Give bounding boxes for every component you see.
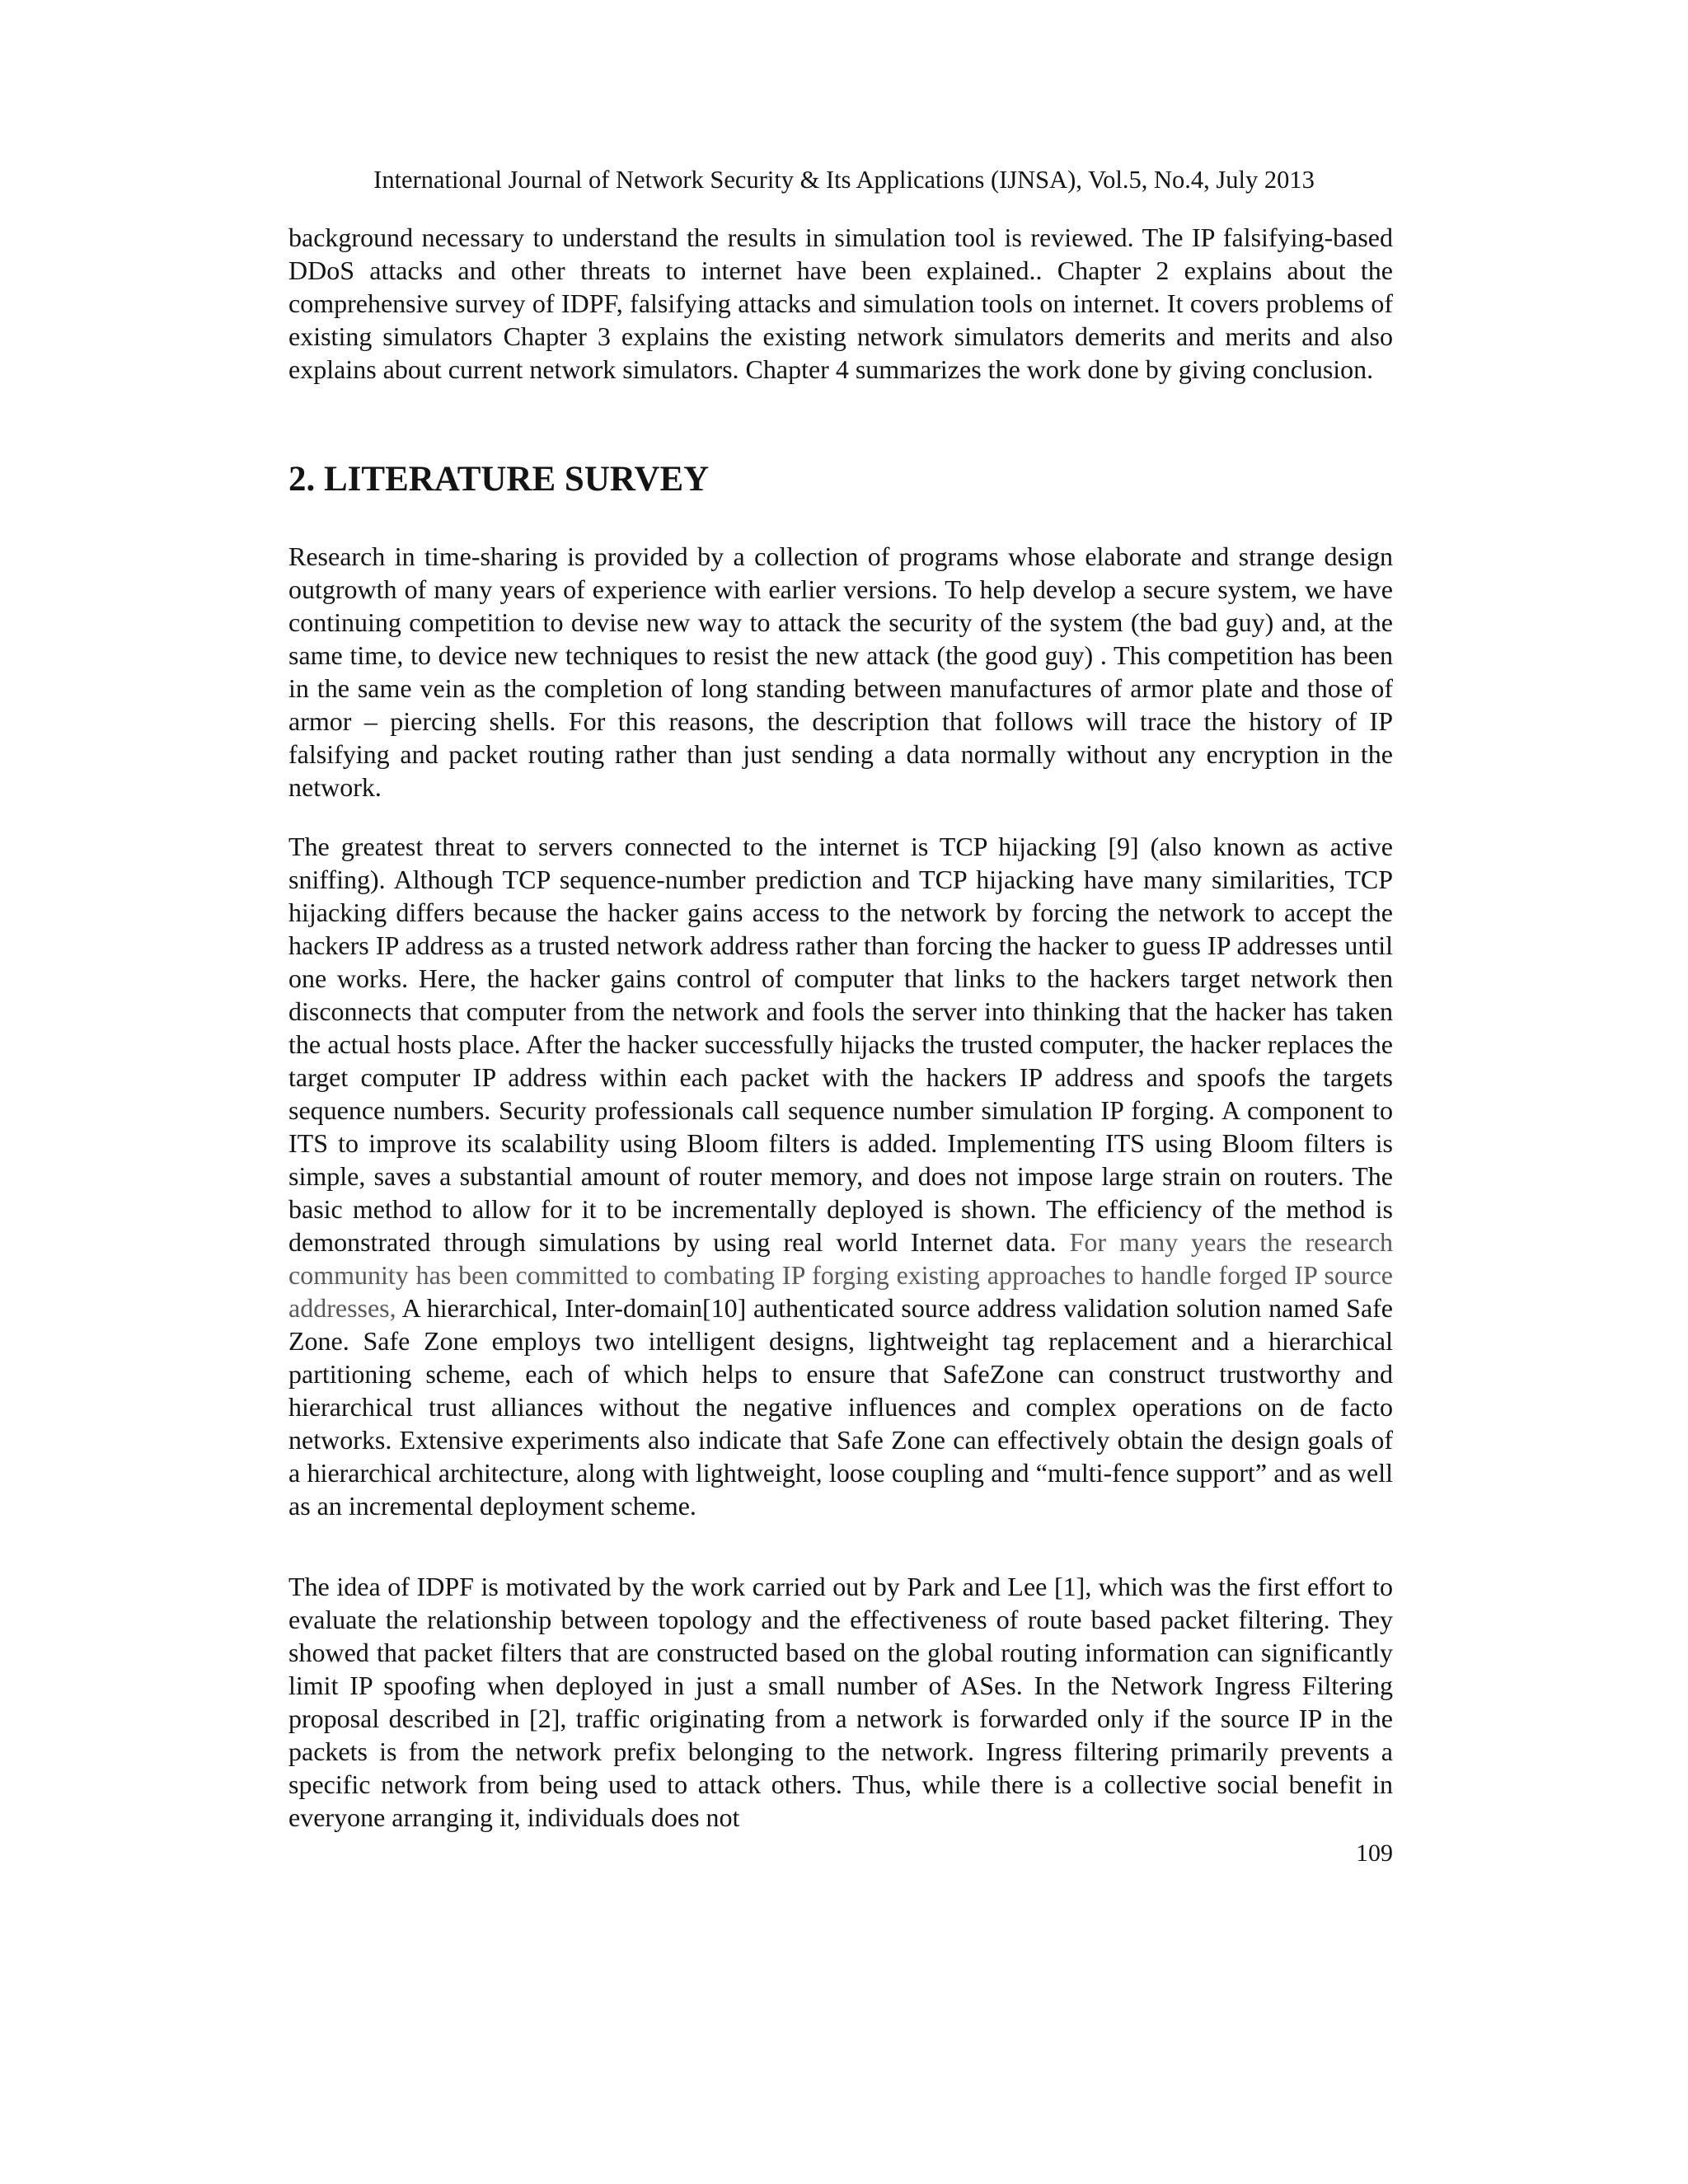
page-number: 109 (1356, 1840, 1393, 1867)
paragraph-2-gray-text: For many years the research community has been committed to combating IP forging existing approaches to handle forged IP source addresses, (288, 1227, 1394, 1323)
literature-paragraph-3: The idea of IDPF is motivated by the work carried out by Park and Lee [1], which was the first effort to evaluate the relationship between topology and the effectiveness of route based packet filtering. They showed that packet filters that are constructed based on the global routing information can significantly limit IP spoofing when deployed in just a small number of ASes. In the Network Ingress Filtering proposal described in [2], traffic originating from a network is forwarded only if the source IP in the packets is from the network prefix belonging to the network. Ingress filtering primarily prevents a specific network from being used to attack others. Thus, while there is a collective social benefit in everyone arranging it, individuals does not (288, 1572, 1393, 1832)
journal-header: International Journal of Network Security & Its Applications (IJNSA), Vol.5, No.4, July 2013 (373, 166, 1315, 194)
paragraph-2-text-part-1: The greatest threat to servers connected to the internet is TCP hijacking [9] (also known as active sniffing). Although TCP sequence-number prediction and TCP hijacking have many similarities, TCP hijacking differs because the hacker gains access to the network by forcing the network to accept the hackers IP address as a trusted network address rather than forcing the hacker to guess IP addresses until one works. Here, the hacker gains control of computer that links to the hackers target network then disconnects that computer from the network and fools the server into thinking that the hacker has taken the actual hosts place. After the hacker successfully hijacks the trusted computer, the hacker replaces the target computer IP address within each packet with the hackers IP address and spoofs the targets sequence numbers. Security professionals call sequence number simulation IP forging. A component to ITS to improve its scalability using Bloom filters is added. Implementing ITS using Bloom filters is simple, saves a substantial amount of router memory, and does not impose large strain on routers. The basic method to allow for it to be incrementally deployed is shown. The efficiency of the method is demonstrated through simulations by using real world Internet data. (288, 832, 1393, 1257)
intro-paragraph: background necessary to understand the results in simulation tool is reviewed. The IP falsifying-based DDoS attacks and other threats to internet have been explained.. Chapter 2 explains about the comprehensive survey of IDPF, falsifying attacks and simulation tools on internet. It covers problems of existing simulators Chapter 3 explains the existing network simulators demerits and merits and also explains about current network simulators. Chapter 4 summarizes the work done by giving conclusion. (288, 223, 1393, 384)
literature-paragraph-2 (288, 830, 1393, 1522)
section-heading: 2. LITERATURE SURVEY (288, 460, 710, 499)
paragraph-2-text-part-3: A hierarchical, Inter-domain[10] authenticated source address validation solution named Safe Zone. Safe Zone employs two intelligent designs, lightweight tag replacement and a hierarchical partitioning scheme, each of which helps to ensure that SafeZone can construct trustworthy and hierarchical trust alliances without the negative influences and complex operations on de facto networks. Extensive experiments also indicate that Safe Zone can effectively obtain the design goals of a hierarchical architecture, along with lightweight, loose coupling and “multi-fence support” and as well as an incremental deployment scheme. (288, 1293, 1394, 1521)
literature-paragraph-1: Research in time-sharing is provided by a collection of programs whose elaborate and strange design outgrowth of many years of experience with earlier versions. To help develop a secure system, we have continuing competition to devise new way to attack the security of the system (the bad guy) and, at the same time, to device new techniques to resist the new attack (the good guy) . This competition has been in the same vein as the completion of long standing between manufactures of armor plate and those of armor – piercing shells. For this reasons, the description that follows will trace the history of IP falsifying and packet routing rather than just sending a data normally without any encryption in the network. (288, 541, 1393, 802)
